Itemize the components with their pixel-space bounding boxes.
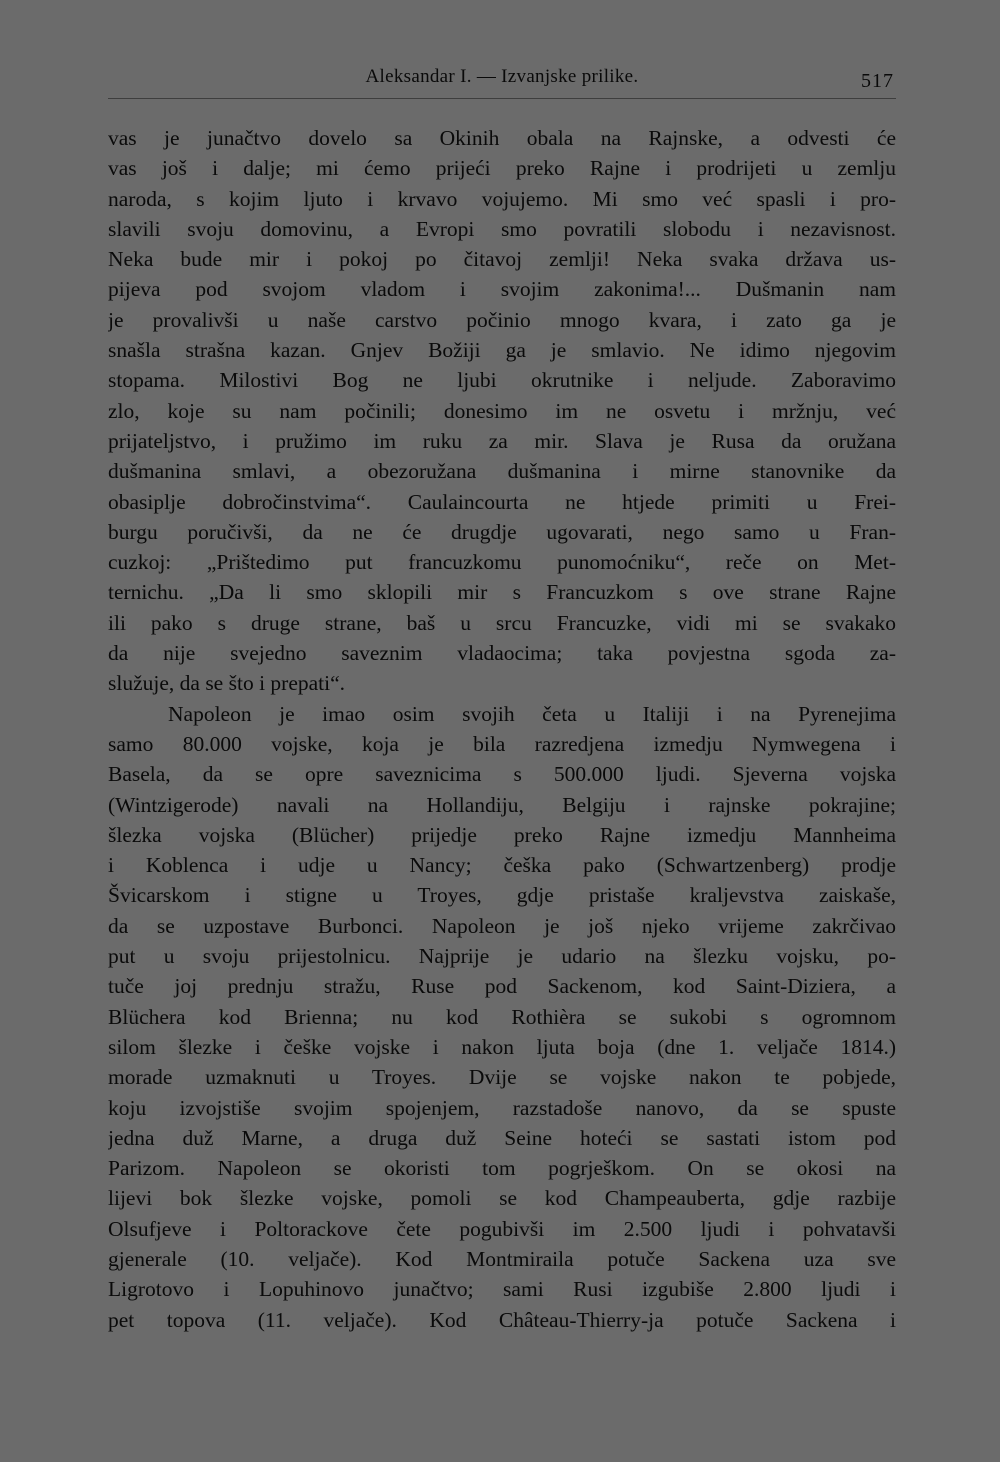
text-line: lijevi bok šlezke vojske, pomoli se kod Champeauberta, gdje razbije — [108, 1186, 896, 1211]
text-line: i Koblenca i udje u Nancy; češka pako (Schwartzenberg) prodje — [108, 853, 896, 878]
text-line: prijateljstvo, i pružimo im ruku za mir. Slava je Rusa da oružana — [108, 428, 896, 453]
text-line: pet topova (11. veljače). Kod Château-Thierry-ja potuče Sackena i — [108, 1307, 896, 1332]
text-line: tuče joj prednju stražu, Ruse pod Sackenom, kod Saint-Diziera, a — [108, 974, 896, 999]
text-line: ili pako s druge strane, baš u srcu Francuzke, vidi mi se svakako — [108, 610, 896, 635]
text-line: ternichu. „Da li smo sklopili mir s Francuzkom s ove strane Rajne — [108, 580, 896, 605]
text-line: snašla strašna kazan. Gnjev Božiji ga je smlavio. Ne idimo njegovim — [108, 338, 896, 363]
paragraph-start-line: Napoleon je imao osim svojih četa u Italiji i na Pyrenejima — [168, 701, 896, 726]
text-line: Švicarskom i stigne u Troyes, gdje pristaše kraljevstva zaiskaše, — [108, 883, 896, 908]
text-line: koju izvojstiše svojim spojenjem, razstadoše nanovo, da se spuste — [108, 1095, 896, 1120]
text-line: samo 80.000 vojske, koja je bila razredjena izmedju Nymwegena i — [108, 731, 896, 756]
text-line: burgu poručivši, da ne će drugdje ugovarati, nego samo u Fran- — [108, 519, 896, 544]
text-line: dušmanina smlavi, a obezoružana dušmanina i mirne stanovnike da — [108, 459, 896, 484]
text-line: je provalivši u naše carstvo počinio mnogo kvara, i zato ga je — [108, 307, 896, 332]
text-line: stopama. Milostivi Bog ne ljubi okrutnike i neljude. Zaboravimo — [108, 368, 896, 393]
text-line: jedna duž Marne, a druga duž Seine hoteći se sastati istom pod — [108, 1125, 896, 1150]
text-line: Olsufjeve i Poltorackove čete pogubivši im 2.500 ljudi i pohvatavši — [108, 1216, 896, 1241]
text-line: šlezka vojska (Blücher) prijedje preko Rajne izmedju Mannheima — [108, 822, 896, 847]
text-line: put u svoju prijestolnicu. Najprije je udario na šlezku vojsku, po- — [108, 944, 896, 969]
text-line: slavili svoju domovinu, a Evropi smo povratili slobodu i nezavisnost. — [108, 216, 896, 241]
text-line: (Wintzigerode) navali na Hollandiju, Belgiju i rajnske pokrajine; — [108, 792, 896, 817]
text-line: Basela, da se opre saveznicima s 500.000 ljudi. Sjeverna vojska — [108, 762, 896, 787]
running-title: Aleksandar I. — Izvanjske prilike. — [365, 66, 639, 87]
body-text — [108, 123, 896, 1335]
text-line: Neka bude mir i pokoj po čitavoj zemlji! Neka svaka država us- — [108, 247, 896, 272]
text-line: da se uzpostave Burbonci. Napoleon je još njeko vrijeme zakrčivao — [108, 913, 896, 938]
text-line: obasiplje dobročinstvima“. Caulaincourta ne htjede primiti u Frei- — [108, 489, 896, 514]
running-head — [108, 66, 896, 100]
text-line: zlo, koje su nam počinili; donesimo im ne osvetu i mržnju, već — [108, 398, 896, 423]
text-line: Parizom. Napoleon se okoristi tom pogrješkom. On se okosi na — [108, 1156, 896, 1181]
text-line: da nije svejedno saveznim vladaocima; taka povjestna sgoda za- — [108, 641, 896, 666]
header-rule — [108, 98, 896, 99]
text-line: naroda, s kojim ljuto i krvavo vojujemo. Mi smo već spasli i pro- — [108, 186, 896, 211]
text-line: morade uzmaknuti u Troyes. Dvije se vojske nakon te pobjede, — [108, 1065, 896, 1090]
page-number: 517 — [861, 70, 894, 92]
text-line: pijeva pod svojom vladom i svojim zakonima!... Dušmanin nam — [108, 277, 896, 302]
text-line: Blüchera kod Brienna; nu kod Rothièra se sukobi s ogromnom — [108, 1004, 896, 1029]
text-line: vas još i dalje; mi ćemo prijeći preko Rajne i prodrijeti u zemlju — [108, 156, 896, 181]
text-line: vas je junačtvo dovelo sa Okinih obala na Rajnske, a odvesti će — [108, 126, 896, 150]
text-line: cuzkoj: „Prištedimo put francuzkomu punomoćniku“, reče on Met- — [108, 550, 896, 575]
text-line: gjenerale (10. veljače). Kod Montmiraila potuče Sackena uza sve — [108, 1246, 896, 1271]
text-line: Ligrotovo i Lopuhinovo junačtvo; sami Rusi izgubiše 2.800 ljudi i — [108, 1277, 896, 1302]
text-line: silom šlezke i češke vojske i nakon ljuta boja (dne 1. veljače 1814.) — [108, 1034, 896, 1059]
paragraph-end-line: služuje, da se što i prepati“. — [108, 671, 346, 696]
